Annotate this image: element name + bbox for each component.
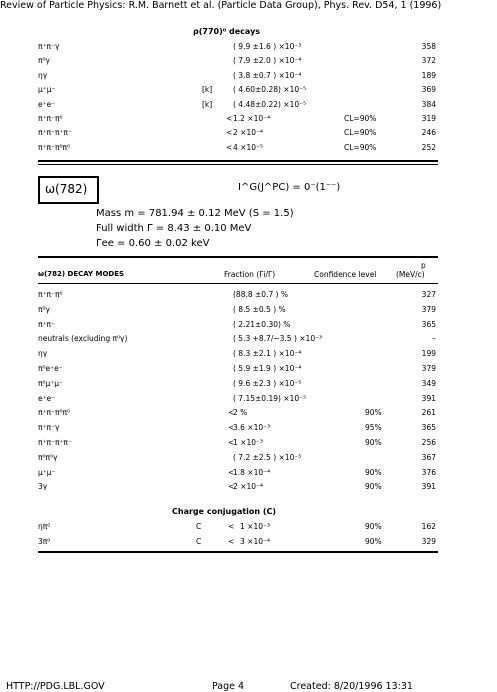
decay-lt: <	[228, 438, 235, 447]
decay-value: ( 4.60±0.28) ×10⁻⁵	[233, 85, 307, 95]
decay-p: 372	[421, 56, 436, 66]
decay-row	[0, 143, 497, 155]
decay-row	[0, 482, 497, 494]
decay-row	[0, 100, 497, 112]
decay-value: ( 5.3 +8.7/−3.5 ) ×10⁻³	[233, 334, 323, 344]
decay-row	[0, 128, 497, 140]
decay-row	[0, 320, 497, 332]
decay-cl: CL=90%	[344, 128, 377, 138]
decay-flag: [k]	[202, 85, 213, 95]
decay-lt: <	[226, 128, 233, 138]
decay-row	[0, 85, 497, 97]
conjugation-section-title: Charge conjugation (C)	[172, 507, 277, 516]
decay-row	[0, 290, 497, 302]
momentum-header-p: p	[421, 261, 426, 270]
decay-p: 349	[421, 378, 436, 388]
decay-cl: 90%	[365, 522, 382, 531]
decay-flag: [k]	[202, 99, 213, 109]
decay-mode: e⁺e⁻	[38, 99, 56, 109]
decay-mode: π⁰π⁰γ	[38, 452, 58, 462]
decay-value: 1.8 ×10⁻⁴	[233, 467, 271, 477]
decay-row	[0, 334, 497, 346]
decay-row	[0, 438, 497, 450]
decay-value: 4 ×10⁻⁵	[233, 142, 263, 152]
decay-value: ( 9.6 ±2.3 ) ×10⁻⁵	[233, 378, 302, 388]
decay-lt: <	[228, 482, 235, 492]
decay-mode: π⁺π⁻π⁰	[38, 114, 63, 123]
decay-value: 1.2 ×10⁻⁴	[233, 114, 271, 123]
decay-mode: π⁺π⁻π⁰	[38, 290, 63, 299]
decay-value: (88.8 ±0.7 ) %	[233, 290, 289, 299]
decay-value: ( 7.15±0.19) ×10⁻⁵	[233, 393, 307, 403]
decay-value: 2 ×10⁻⁴	[233, 128, 263, 138]
decay-p: 256	[421, 438, 436, 447]
decay-value: 2 %	[233, 408, 248, 418]
decay-value: 3 ×10⁻⁴	[240, 536, 270, 546]
decay-flag: C	[196, 522, 202, 531]
decay-p: 369	[421, 85, 436, 95]
decay-p: 365	[421, 319, 436, 329]
width-property: Full width Γ = 8.43 ± 0.10 MeV	[96, 223, 252, 234]
decay-value: ( 8.5 ±0.5 ) %	[233, 304, 286, 314]
decay-mode: 3π⁰	[38, 536, 51, 546]
decay-row	[0, 423, 497, 435]
quantum-numbers: I^G(J^PC) = 0⁻(1⁻⁻)	[238, 182, 341, 193]
decay-row	[0, 408, 497, 420]
particle-name-box	[38, 176, 99, 204]
decay-value: ( 8.3 ±2.1 ) ×10⁻⁴	[233, 349, 302, 359]
decay-row	[0, 349, 497, 361]
decay-cl: CL=90%	[344, 142, 377, 152]
decay-row	[0, 114, 497, 126]
decay-cl: 90%	[365, 438, 382, 447]
decay-p: 391	[421, 482, 436, 492]
decay-p: 365	[421, 423, 436, 433]
decay-value: ( 5.9 ±1.9 ) ×10⁻⁴	[233, 364, 302, 373]
fraction-header: Fraction (Γi/Γ)	[224, 270, 276, 279]
decay-row	[0, 394, 497, 406]
decay-mode: ηγ	[38, 349, 48, 359]
decay-p: 329	[421, 536, 436, 546]
table-bottom-rule	[38, 551, 438, 553]
decay-mode: π⁰γ	[38, 56, 50, 66]
decay-value: ( 7.2 ±2.5 ) ×10⁻⁵	[233, 452, 302, 462]
particle-name: ω(782)	[45, 182, 88, 196]
decay-p: 252	[421, 142, 436, 152]
decay-lt: <	[228, 408, 235, 418]
decay-mode: π⁺π⁻γ	[38, 423, 60, 433]
decay-row	[0, 522, 497, 534]
decay-mode: μ⁺μ⁻	[38, 467, 56, 477]
decay-p: 358	[421, 42, 436, 51]
decay-mode: π⁺π⁻	[38, 319, 55, 329]
decay-p: 246	[421, 128, 436, 138]
decay-value: ( 4.48±0.22) ×10⁻⁵	[233, 99, 307, 109]
decay-lt: <	[228, 423, 235, 433]
decay-value: ( 7.9 ±2.0 ) ×10⁻⁴	[233, 56, 302, 66]
footer-page: Page 4	[212, 681, 245, 692]
decay-p: –	[432, 334, 436, 344]
decay-cl: 90%	[365, 408, 382, 418]
decay-mode: π⁺π⁻π⁺π⁻	[38, 128, 72, 138]
decay-p: 391	[421, 393, 436, 403]
decay-p: 367	[421, 452, 436, 462]
momentum-header: (MeV/c)	[396, 270, 425, 279]
decay-lt: <	[228, 536, 235, 546]
section-divider	[38, 164, 438, 165]
decay-row	[0, 305, 497, 317]
decay-value: 1 ×10⁻³	[233, 438, 263, 447]
decay-modes-header: ω(782) DECAY MODES	[38, 270, 125, 278]
decay-mode: μ⁺μ⁻	[38, 85, 56, 95]
decay-flag: C	[196, 536, 202, 546]
decay-value: 1 ×10⁻³	[240, 522, 270, 531]
table-top-rule	[38, 256, 438, 258]
decay-lt: <	[228, 522, 235, 531]
mass-property: Mass m = 781.94 ± 0.12 MeV (S = 1.5)	[96, 208, 294, 219]
decay-row	[0, 468, 497, 480]
decay-mode: π⁰e⁺e⁻	[38, 364, 63, 373]
decay-row	[0, 71, 497, 83]
table-header-rule	[38, 283, 438, 284]
decay-cl: 90%	[365, 482, 382, 492]
decay-mode: π⁰γ	[38, 304, 50, 314]
decay-p: 162	[421, 522, 436, 531]
rho-section-title: ρ(770)⁰ decays	[193, 27, 261, 36]
decay-p: 384	[421, 99, 436, 109]
decay-mode: ηγ	[38, 70, 48, 80]
decay-p: 376	[421, 467, 436, 477]
decay-p: 189	[421, 70, 436, 80]
confidence-header: Confidence level	[314, 270, 377, 279]
decay-mode: 3γ	[38, 482, 48, 492]
decay-cl: 90%	[365, 536, 382, 546]
decay-cl: 95%	[365, 423, 382, 433]
decay-mode: neutrals (excluding π⁰γ)	[38, 334, 128, 344]
decay-mode: π⁺π⁻π⁰π⁰	[38, 142, 70, 152]
decay-mode: ηπ⁰	[38, 522, 51, 531]
decay-lt: <	[226, 114, 233, 123]
decay-value: ( 2.21±0.30) %	[233, 319, 291, 329]
section-divider	[38, 160, 438, 162]
decay-value: 2 ×10⁻⁴	[233, 482, 263, 492]
decay-row	[0, 42, 497, 54]
decay-row	[0, 364, 497, 376]
decay-row	[0, 537, 497, 549]
decay-mode: e⁺e⁻	[38, 393, 56, 403]
decay-p: 319	[421, 114, 436, 123]
footer-url[interactable]: HTTP://PDG.LBL.GOV	[6, 681, 105, 692]
decay-cl: 90%	[365, 467, 382, 477]
decay-mode: π⁺π⁻π⁰π⁰	[38, 408, 70, 418]
footer-created: Created: 8/20/1996 13:31	[290, 681, 413, 692]
decay-value: ( 9.9 ±1.6 ) ×10⁻³	[233, 42, 302, 51]
page-header: Review of Particle Physics: R.M. Barnett et al. (Particle Data Group), Phys. Rev. D54, 1 (1996)	[0, 0, 442, 11]
decay-row	[0, 453, 497, 465]
decay-cl: CL=90%	[344, 114, 377, 123]
decay-p: 199	[421, 349, 436, 359]
decay-p: 379	[421, 304, 436, 314]
decay-value: 3.6 ×10⁻³	[233, 423, 271, 433]
decay-lt: <	[226, 142, 233, 152]
decay-value: ( 3.8 ±0.7 ) ×10⁻⁴	[233, 70, 302, 80]
decay-lt: <	[228, 467, 235, 477]
decay-mode: π⁰μ⁺μ⁻	[38, 378, 63, 388]
decay-row	[0, 379, 497, 391]
decay-row	[0, 56, 497, 68]
decay-p: 327	[421, 290, 436, 299]
decay-mode: π⁺π⁻γ	[38, 42, 60, 51]
decay-p: 379	[421, 364, 436, 373]
decay-p: 261	[421, 408, 436, 418]
gee-property: Γee = 0.60 ± 0.02 keV	[96, 238, 210, 249]
decay-mode: π⁺π⁻π⁺π⁻	[38, 438, 72, 447]
